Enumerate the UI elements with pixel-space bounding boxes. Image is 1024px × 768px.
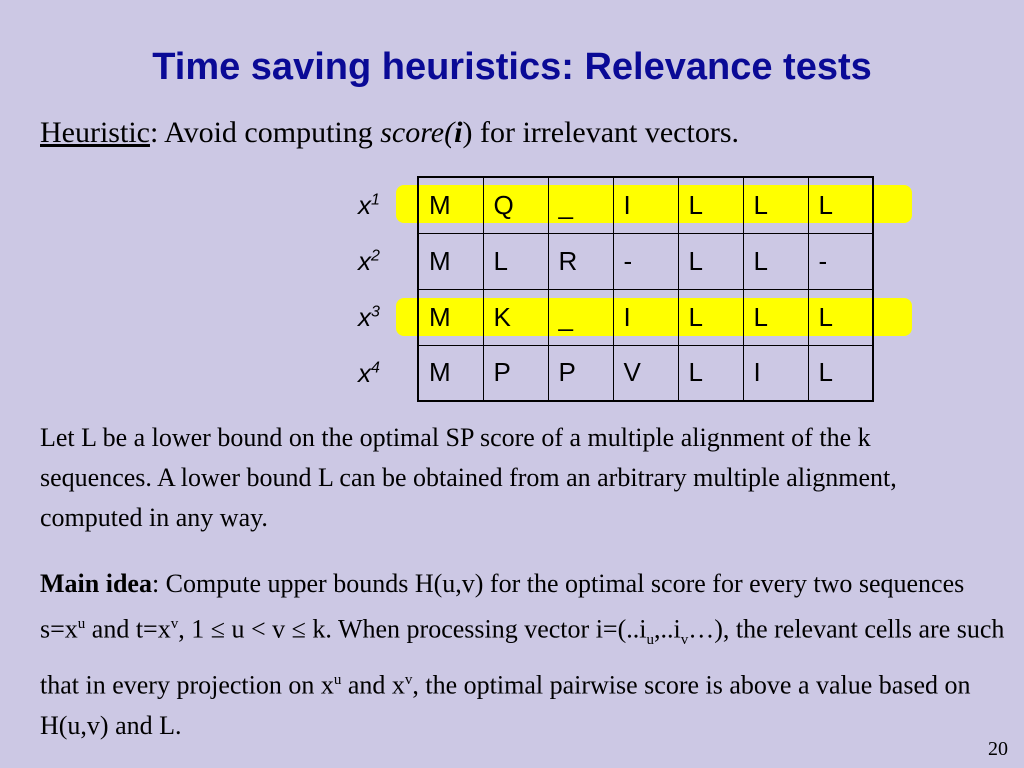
table-cell: L: [743, 233, 808, 289]
table-cell: P: [483, 345, 548, 401]
table-cell: L: [808, 177, 873, 233]
table-cell: M: [418, 289, 483, 345]
row-label-x4: $x^4$: [358, 358, 380, 388]
row-label-x1: $x^1$: [358, 190, 380, 220]
table-cell: M: [418, 177, 483, 233]
table-cell: P: [548, 345, 613, 401]
table-cell: L: [808, 345, 873, 401]
alignment-table: [417, 176, 874, 402]
heuristic-line: [40, 116, 739, 150]
slide-title: Time saving heuristics: Relevance tests: [152, 46, 872, 88]
alignment-row-4: [418, 345, 873, 401]
table-cell: _: [548, 289, 613, 345]
table-cell: L: [678, 345, 743, 401]
alignment-row-2: [418, 233, 873, 289]
score-word: score: [380, 116, 445, 149]
heuristic-text-1: : Avoid computing: [149, 116, 381, 149]
table-cell: -: [808, 233, 873, 289]
alignment-row-3: [418, 289, 873, 345]
row-label-x2: $x^2$: [358, 246, 380, 276]
table-cell: R: [548, 233, 613, 289]
table-cell: M: [418, 345, 483, 401]
heuristic-label: Heuristic: [40, 116, 150, 149]
page-number: 20: [988, 738, 1008, 760]
table-cell: V: [613, 345, 678, 401]
table-cell: L: [743, 289, 808, 345]
table-cell: L: [743, 177, 808, 233]
table-cell: _: [548, 177, 613, 233]
table-cell: L: [483, 233, 548, 289]
row-label-x3: $x^3$: [358, 302, 380, 332]
table-cell: L: [678, 289, 743, 345]
table-cell: I: [743, 345, 808, 401]
heuristic-text-2: ) for irrelevant vectors.: [462, 116, 740, 149]
table-cell: -: [613, 233, 678, 289]
table-cell: K: [483, 289, 548, 345]
table-cell: M: [418, 233, 483, 289]
lower-bound-paragraph: Let L be a lower bound on the optimal SP score of a multiple alignment of the k sequences. A lower bound L can be obtained from an arbitrary multiple alignment, computed in any way.: [40, 423, 897, 532]
vector-i: i: [454, 116, 463, 149]
table-cell: L: [808, 289, 873, 345]
paren-open: (: [444, 116, 455, 149]
table-cell: L: [678, 233, 743, 289]
alignment-row-1: [418, 177, 873, 233]
table-cell: Q: [483, 177, 548, 233]
table-cell: L: [678, 177, 743, 233]
table-cell: I: [613, 177, 678, 233]
main-idea-label: Main idea: [40, 569, 152, 598]
main-idea-paragraph: Main idea: Compute upper bounds H(u,v) for the optimal score for every two sequences $s=x^u$ and $t=x^v$, 1 ≤ u < v ≤ k. When processing vector $i=(..i_u,..i_v\dots)$, the relevant cells are such that in every projection on $x^u$ and $x^v$, the optimal pairwise score is above a value based on H(u,v) and L.: [40, 569, 1005, 740]
table-cell: I: [613, 289, 678, 345]
